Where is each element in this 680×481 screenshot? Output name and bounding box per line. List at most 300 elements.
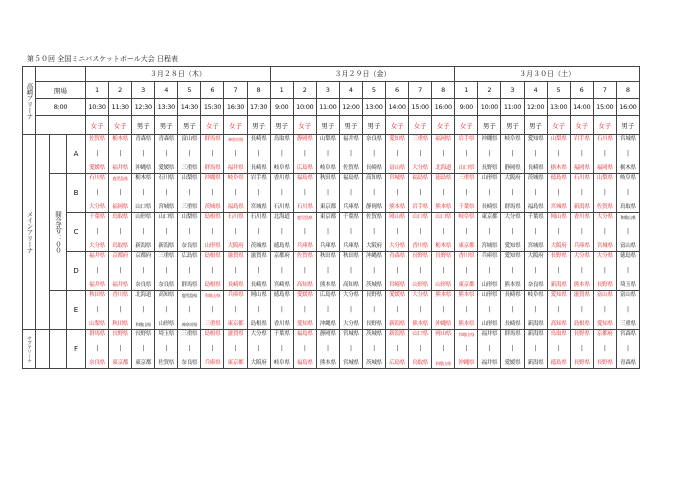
team-name: 大阪府 <box>366 243 382 249</box>
match-cell <box>570 135 593 174</box>
team-name: 福井県 <box>481 331 498 337</box>
team-name: 新潟県 <box>389 321 406 327</box>
team-name: 福島県 <box>342 175 359 181</box>
match-cell <box>547 135 570 174</box>
team-name: 奈良県 <box>181 243 198 249</box>
vs-divider: | <box>234 345 237 352</box>
vs-divider: | <box>303 306 306 313</box>
court-number: 1 <box>270 82 293 99</box>
match-cell <box>155 252 178 291</box>
team-name: 三重県 <box>204 321 221 327</box>
team-name: 大分県 <box>89 204 105 210</box>
team-name: 福岡県 <box>596 165 613 171</box>
team-name: 佐賀県 <box>89 136 105 142</box>
team-name: 山口県 <box>435 214 452 220</box>
team-name: 大分県 <box>596 214 613 220</box>
vs-divider: | <box>373 345 375 352</box>
court-number: 1 <box>455 82 478 99</box>
team-name: 香川県 <box>273 175 290 181</box>
match-cell <box>293 291 316 330</box>
venue-gap <box>36 135 50 330</box>
vs-divider: | <box>211 150 214 157</box>
vs-divider: | <box>488 150 491 157</box>
team-name: 東京都 <box>319 204 336 210</box>
team-name: 大阪府 <box>250 360 267 366</box>
team-name: 千葉県 <box>273 331 290 337</box>
opening-ceremony: 開会式９：００ <box>50 174 67 291</box>
slot-time: 11:00 <box>316 99 339 116</box>
match-cell <box>270 330 293 369</box>
team-name: 石川県 <box>273 204 290 210</box>
team-name: 和歌山県 <box>620 215 636 220</box>
match-cell <box>362 174 385 213</box>
team-name: 山口県 <box>135 204 152 210</box>
team-name: 岐阜県 <box>504 136 521 142</box>
team-name: 青森県 <box>389 253 406 259</box>
slot-sex: 男子 <box>339 116 362 135</box>
team-name: 沖縄県 <box>204 175 221 181</box>
team-name: 三重県 <box>412 136 429 142</box>
team-name: 宮城県 <box>250 204 267 210</box>
team-name: 新潟県 <box>550 282 567 288</box>
court-number: 6 <box>570 82 593 99</box>
team-name: 兵庫県 <box>481 253 498 259</box>
team-name: 島根県 <box>204 331 221 337</box>
match-cell <box>316 135 339 174</box>
vs-divider: | <box>603 267 606 274</box>
team-name: 愛知県 <box>596 321 613 327</box>
team-name: 新潟県 <box>527 360 544 366</box>
match-cell <box>132 330 155 369</box>
court-number: 1 <box>86 82 109 99</box>
match-cell <box>178 291 201 330</box>
slot-time: 15:00 <box>593 99 616 116</box>
team-name: 佐賀県 <box>296 253 313 259</box>
vs-divider: | <box>211 306 214 313</box>
team-name: 栃木県 <box>550 165 567 171</box>
match-cell <box>132 135 155 174</box>
vs-divider: | <box>488 189 491 196</box>
vs-divider: | <box>257 189 260 196</box>
vs-divider: | <box>303 150 306 157</box>
team-name: 山形県 <box>481 292 498 298</box>
team-name: 長野県 <box>596 282 613 288</box>
match-cell <box>593 174 616 213</box>
vs-divider: | <box>603 228 606 235</box>
match-cell <box>224 252 247 291</box>
match-cell <box>270 174 293 213</box>
slot-sex: 男子 <box>155 116 178 135</box>
match-cell <box>293 330 316 369</box>
slot-sex: 女子 <box>547 116 570 135</box>
vs-divider: | <box>280 345 283 352</box>
team-name: 山形県 <box>481 175 498 181</box>
match-cell <box>501 252 524 291</box>
match-cell <box>547 174 570 213</box>
vs-divider: | <box>580 228 583 235</box>
vs-divider: | <box>442 306 445 313</box>
venue-takasaki: 高崎アリーナ <box>23 67 36 135</box>
team-name: 長野県 <box>573 331 590 337</box>
vs-divider: | <box>326 345 329 352</box>
team-name: 島根県 <box>204 214 221 220</box>
match-cell <box>409 291 432 330</box>
vs-divider: | <box>119 345 121 352</box>
team-name: 徳島県 <box>273 243 290 249</box>
team-name: 島根県 <box>573 321 590 327</box>
block-label: B <box>67 174 86 213</box>
sex-row-label <box>36 116 86 135</box>
slot-sex: 女子 <box>593 116 616 135</box>
team-name: 東京都 <box>227 360 244 366</box>
team-name: 広島県 <box>389 360 406 366</box>
team-name: 東京都 <box>319 214 336 220</box>
match-cell <box>593 291 616 330</box>
match-cell <box>247 135 270 174</box>
team-name: 北海道 <box>135 292 152 298</box>
match-cell <box>247 291 270 330</box>
team-name: 岩手県 <box>573 136 590 142</box>
team-name: 山口県 <box>158 214 175 220</box>
slot-sex: 女子 <box>293 116 316 135</box>
vs-divider: | <box>326 189 329 196</box>
court-number: 4 <box>339 82 362 99</box>
match-cell <box>155 291 178 330</box>
team-name: 静岡県 <box>296 136 313 142</box>
match-cell <box>386 213 409 252</box>
vs-divider: | <box>511 306 514 313</box>
match-cell <box>409 252 432 291</box>
match-cell <box>524 213 547 252</box>
team-name: 愛媛県 <box>504 360 521 366</box>
team-name: 東京都 <box>458 243 475 249</box>
team-name: 佐賀県 <box>158 360 175 366</box>
team-name: 宮城県 <box>342 360 359 366</box>
team-name: 岡山県 <box>550 214 567 220</box>
team-name: 神奈川県 <box>181 322 197 327</box>
team-name: 兵庫県 <box>342 204 359 210</box>
match-cell <box>593 135 616 174</box>
team-name: 宮城県 <box>596 243 613 249</box>
match-cell <box>316 213 339 252</box>
match-cell <box>178 135 201 174</box>
team-name: 高知県 <box>342 282 359 288</box>
slot-sex: 男子 <box>316 116 339 135</box>
team-name: 福井県 <box>342 136 359 142</box>
team-name: 東京都 <box>135 360 152 366</box>
team-name: 神奈川県 <box>227 137 244 142</box>
team-name: 和歌山県 <box>435 361 451 366</box>
vs-divider: | <box>465 306 468 313</box>
vs-divider: | <box>603 150 606 157</box>
match-cell <box>478 330 501 369</box>
team-name: 鳥取県 <box>412 360 429 366</box>
team-name: 長崎県 <box>504 292 521 298</box>
slot-time: 11:30 <box>109 99 132 116</box>
vs-divider: | <box>511 345 514 352</box>
vs-divider: | <box>534 345 537 352</box>
match-cell <box>270 252 293 291</box>
vs-divider: | <box>627 228 629 235</box>
court-number: 5 <box>178 82 201 99</box>
team-name: 兵庫県 <box>227 292 244 298</box>
team-name: 岡山県 <box>250 292 267 298</box>
team-name: 宮城県 <box>481 243 498 249</box>
team-name: 長崎県 <box>227 282 244 288</box>
team-name: 徳島県 <box>550 175 567 181</box>
team-name: 秋田県 <box>342 253 359 259</box>
team-name: 宮城県 <box>389 175 406 181</box>
team-name: 熊本県 <box>573 282 590 288</box>
match-cell <box>109 291 132 330</box>
team-name: 茨城県 <box>250 243 267 249</box>
team-name: 大分県 <box>89 243 105 249</box>
team-name: 山形県 <box>412 282 429 288</box>
vs-divider: | <box>303 189 306 196</box>
slot-sex: 女子 <box>109 116 132 135</box>
vs-divider: | <box>188 267 191 274</box>
team-name: 鳥取県 <box>112 214 129 220</box>
team-name: 長野県 <box>550 253 567 259</box>
vs-divider: | <box>142 345 145 352</box>
team-name: 山形県 <box>204 243 221 249</box>
team-name: 京都府 <box>112 253 129 259</box>
team-name: 群馬県 <box>181 282 198 288</box>
vs-divider: | <box>257 267 260 274</box>
team-name: 大分県 <box>412 292 429 298</box>
vs-divider: | <box>419 306 422 313</box>
slot-time: 17:30 <box>247 99 270 116</box>
team-name: 長崎県 <box>366 165 382 171</box>
court-number: 8 <box>616 82 639 99</box>
team-name: 鹿児島県 <box>112 176 128 181</box>
team-name: 岐阜県 <box>527 292 544 298</box>
team-name: 福井県 <box>112 165 129 171</box>
team-name: 福島県 <box>227 204 244 210</box>
match-cell <box>524 330 547 369</box>
vs-divider: | <box>119 189 121 196</box>
team-name: 千葉県 <box>342 214 359 220</box>
match-cell <box>316 330 339 369</box>
team-name: 佐賀県 <box>366 214 382 220</box>
team-name: 高知県 <box>296 282 313 288</box>
match-cell <box>547 291 570 330</box>
slot-time: 10:00 <box>478 99 501 116</box>
team-name: 長野県 <box>366 321 382 327</box>
slot-time: 14:00 <box>386 99 409 116</box>
team-name: 沖縄県 <box>435 321 452 327</box>
match-cell <box>362 135 385 174</box>
team-name: 鹿児島県 <box>181 293 197 298</box>
team-name: 徳島県 <box>273 292 290 298</box>
vs-divider: | <box>257 228 260 235</box>
slot-time: 16:00 <box>432 99 455 116</box>
team-name: 滋賀県 <box>573 292 590 298</box>
team-name: 北海道 <box>435 165 452 171</box>
team-name: 佐賀県 <box>342 165 359 171</box>
team-name: 千葉県 <box>89 214 105 220</box>
match-cell <box>455 291 478 330</box>
vs-divider: | <box>119 150 121 157</box>
match-cell <box>501 213 524 252</box>
match-cell <box>501 174 524 213</box>
team-name: 福島県 <box>412 175 429 181</box>
team-name: 愛知県 <box>296 321 313 327</box>
vs-divider: | <box>211 228 214 235</box>
team-name: 滋賀県 <box>227 253 244 259</box>
vs-divider: | <box>211 189 214 196</box>
vs-divider: | <box>419 189 422 196</box>
vs-divider: | <box>119 267 121 274</box>
start-blank <box>50 291 67 330</box>
court-number: 3 <box>501 82 524 99</box>
slot-time: 13:00 <box>362 99 385 116</box>
team-name: 愛知県 <box>550 292 567 298</box>
team-name: 石川県 <box>250 214 267 220</box>
venue-sub: サブアリーナ <box>23 330 36 369</box>
vs-divider: | <box>350 345 352 352</box>
team-name: 宮城県 <box>550 204 567 210</box>
court-number: 4 <box>155 82 178 99</box>
match-cell <box>362 330 385 369</box>
team-name: 千葉県 <box>527 214 544 220</box>
match-cell <box>570 174 593 213</box>
match-cell <box>386 135 409 174</box>
team-name: 山梨県 <box>550 136 567 142</box>
team-name: 和歌山県 <box>458 332 474 337</box>
team-name: 北海道 <box>273 214 290 220</box>
match-cell <box>593 252 616 291</box>
team-name: 東京都 <box>481 214 498 220</box>
match-cell <box>201 174 224 213</box>
team-name: 愛知県 <box>389 136 406 142</box>
court-number: 5 <box>547 82 570 99</box>
vs-divider: | <box>465 150 468 157</box>
match-cell <box>409 174 432 213</box>
team-name: 宮城県 <box>158 204 175 210</box>
team-name: 秋田県 <box>89 292 105 298</box>
court-number: 3 <box>316 82 339 99</box>
team-name: 愛媛県 <box>296 292 313 298</box>
slot-time: 12:00 <box>339 99 362 116</box>
team-name: 岐阜県 <box>227 175 244 181</box>
vs-divider: | <box>442 345 445 352</box>
team-name: 山形県 <box>158 321 175 327</box>
vs-divider: | <box>580 306 583 313</box>
team-name: 長野県 <box>412 253 429 259</box>
vs-divider: | <box>373 267 375 274</box>
match-cell <box>501 330 524 369</box>
vs-divider: | <box>142 228 145 235</box>
team-name: 愛知県 <box>504 253 521 259</box>
team-name: 福井県 <box>112 282 129 288</box>
team-name: 福岡県 <box>112 204 129 210</box>
match-cell <box>478 135 501 174</box>
vs-divider: | <box>280 150 283 157</box>
vs-divider: | <box>419 267 422 274</box>
team-name: 長野県 <box>435 253 452 259</box>
slot-time: 11:00 <box>501 99 524 116</box>
match-cell <box>201 252 224 291</box>
team-name: 東京都 <box>458 282 475 288</box>
team-name: 石川県 <box>296 204 313 210</box>
team-name: 佐賀県 <box>596 204 613 210</box>
match-cell <box>432 252 455 291</box>
match-cell <box>478 291 501 330</box>
slot-time: 10:30 <box>86 99 109 116</box>
team-name: 富山県 <box>619 243 636 249</box>
match-cell <box>386 330 409 369</box>
team-name: 茨城県 <box>366 282 382 288</box>
match-cell <box>155 135 178 174</box>
team-name: 奈良県 <box>89 360 105 366</box>
team-name: 長崎県 <box>481 204 498 210</box>
match-cell <box>201 135 224 174</box>
slot-sex: 女子 <box>86 116 109 135</box>
team-name: 茨城県 <box>204 204 221 210</box>
court-number: 2 <box>109 82 132 99</box>
team-name: 静岡県 <box>504 165 521 171</box>
team-name: 山梨県 <box>319 136 336 142</box>
day-header-2: ３月２９日（金） <box>270 67 455 82</box>
slot-time: 16:30 <box>224 99 247 116</box>
match-cell <box>501 135 524 174</box>
team-name: 島根県 <box>204 282 221 288</box>
match-cell <box>270 213 293 252</box>
team-name: 鳥取県 <box>619 204 636 210</box>
team-name: 香川県 <box>273 321 290 327</box>
block-label: D <box>67 252 86 291</box>
vs-divider: | <box>488 228 491 235</box>
vs-divider: | <box>627 189 629 196</box>
match-cell <box>86 174 109 213</box>
team-name: 京都府 <box>596 331 613 337</box>
match-cell <box>339 213 362 252</box>
vs-divider: | <box>165 189 168 196</box>
team-name: 石川県 <box>227 214 244 220</box>
match-cell <box>386 252 409 291</box>
vs-divider: | <box>280 267 283 274</box>
team-name: 茨城県 <box>527 175 544 181</box>
vs-divider: | <box>396 267 398 274</box>
match-cell <box>132 174 155 213</box>
vs-divider: | <box>603 345 606 352</box>
court-number: 2 <box>478 82 501 99</box>
team-name: 岡山県 <box>389 214 406 220</box>
team-name: 大分県 <box>412 165 429 171</box>
match-cell <box>86 330 109 369</box>
team-name: 熊本県 <box>389 204 406 210</box>
court-number: 3 <box>132 82 155 99</box>
start-blank <box>50 330 67 369</box>
vs-divider: | <box>188 345 191 352</box>
team-name: 香川県 <box>112 292 129 298</box>
match-cell <box>247 174 270 213</box>
match-cell <box>386 291 409 330</box>
vs-divider: | <box>442 228 445 235</box>
vs-divider: | <box>96 306 98 313</box>
team-name: 三重県 <box>181 331 198 337</box>
slot-time: 15:30 <box>201 99 224 116</box>
vs-divider: | <box>627 306 629 313</box>
block-label: F <box>67 330 86 369</box>
match-cell <box>386 174 409 213</box>
team-name: 大阪府 <box>527 253 544 259</box>
venue-main: メインアリーナ <box>23 135 36 330</box>
vs-divider: | <box>511 150 514 157</box>
vs-divider: | <box>257 306 260 313</box>
team-name: 岐阜県 <box>273 360 290 366</box>
